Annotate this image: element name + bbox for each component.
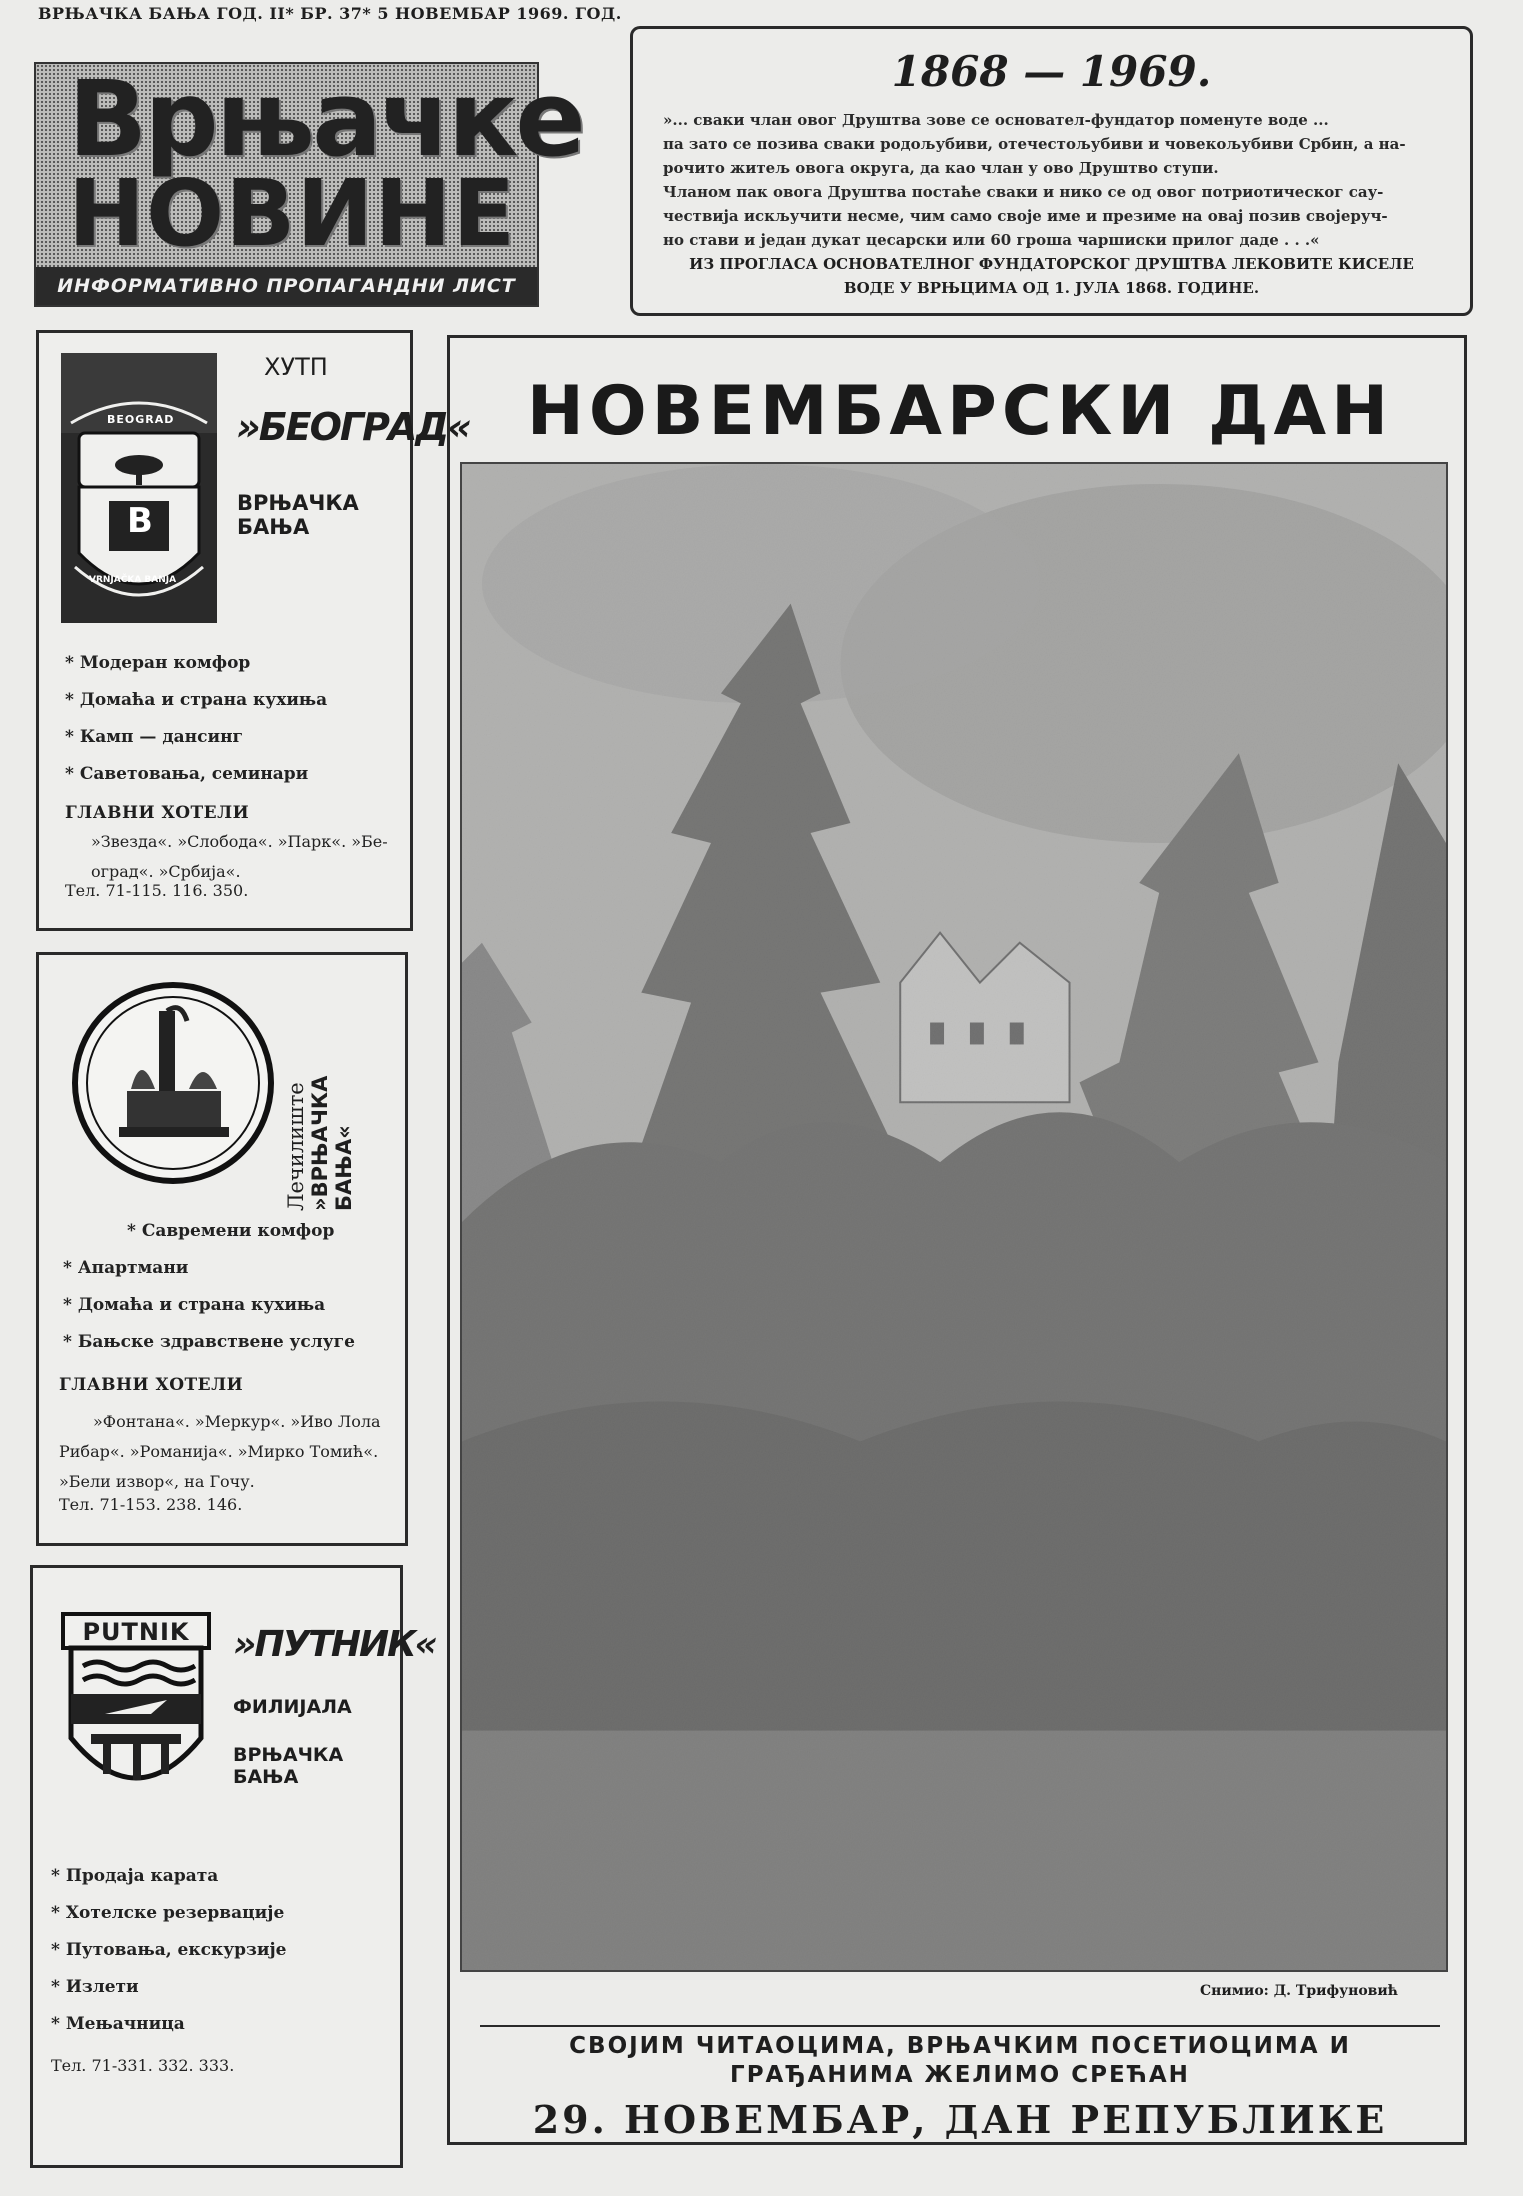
ad-hotels bbox=[59, 1407, 381, 1497]
greeting-line2: ГРАЂАНИМА ЖЕЛИМО СРЕЋАН bbox=[730, 2062, 1190, 2088]
beograd-logo bbox=[61, 353, 217, 623]
hotels-line: Рибар«. »Романија«. »Мирко Томић«. bbox=[59, 1442, 379, 1461]
ad-hotels bbox=[91, 827, 388, 887]
list-item: * Апартмани bbox=[63, 1250, 355, 1287]
list-item: * Домаћа и страна кухиња bbox=[65, 682, 327, 719]
list-item: * Путовања, екскурзије bbox=[51, 1932, 286, 1969]
masthead bbox=[34, 58, 583, 307]
ad-feature-list bbox=[65, 645, 327, 793]
ad-lecILISTE-vrnjacka-banja bbox=[36, 952, 408, 1546]
ad-place-line2: БАЊА bbox=[237, 515, 310, 539]
list-item: * Бањске здравствене услуге bbox=[63, 1324, 355, 1361]
headline: НОВЕМБАРСКИ ДАН bbox=[526, 372, 1394, 451]
divider bbox=[480, 2025, 1440, 2027]
lecILISTE-name-line2: »ВРЊАЧКА bbox=[308, 1075, 332, 1211]
list-item: * Саветовања, семинари bbox=[65, 756, 327, 793]
quote-line: »... сваки члан овог Друштва зове се основател-фундатор поменуте воде ... bbox=[663, 111, 1329, 129]
masthead-subtitle: ИНФОРМАТИВНО ПРОПАГАНДНИ ЛИСТ bbox=[36, 267, 537, 305]
masthead-title-line1: Врњачке bbox=[68, 58, 583, 180]
ad-phone: Тел. 71-115. 116. 350. bbox=[65, 881, 249, 900]
ad-name: »БЕОГРАД« bbox=[236, 405, 470, 449]
list-item: * Камп — дансинг bbox=[65, 719, 327, 756]
quote-line: но стави и један дукат цесарски или 60 гроша чаршиски прилог даде . . .« bbox=[663, 231, 1320, 249]
hotels-line: »Звезда«. »Слобода«. »Парк«. »Бе- bbox=[91, 832, 388, 851]
lecILISTE-name-line1: Лечилиште bbox=[284, 1082, 308, 1211]
quote-source-line2: ВОДЕ У ВРЊЦИМА ОД 1. ЈУЛА 1868. ГОДИНЕ. bbox=[843, 279, 1260, 297]
hotels-line: оград«. »Србија«. bbox=[91, 862, 241, 881]
lecILISTE-name-line3: БАЊА« bbox=[332, 1125, 356, 1211]
quote-text bbox=[663, 108, 1440, 252]
list-item: * Мењачница bbox=[51, 2006, 286, 2043]
list-item: * Домаћа и страна кухиња bbox=[63, 1287, 355, 1324]
hotels-line: »Фонтана«. »Меркур«. »Иво Лола bbox=[93, 1412, 381, 1431]
putnik-logo bbox=[55, 1608, 217, 1808]
lecILISTE-logo bbox=[71, 981, 276, 1186]
list-item: * Излети bbox=[51, 1969, 286, 2006]
putnik-logo-text: PUTNIK bbox=[82, 1618, 190, 1646]
ad-phone: Тел. 71-331. 332. 333. bbox=[51, 2056, 235, 2075]
ad-putnik bbox=[30, 1565, 436, 2168]
trees-villa-photo-image bbox=[462, 464, 1446, 1970]
list-item: * Хотелске резервације bbox=[51, 1895, 286, 1932]
quote-line: Чланом пак овога Друштва постаће сваки и нико се од овог потриотическог сау- bbox=[663, 183, 1384, 201]
ad-feature-list bbox=[51, 1858, 286, 2043]
lecILISTE-vertical-name bbox=[284, 1011, 414, 1211]
photo-credit: Снимио: Д. Трифуновић bbox=[1200, 1983, 1398, 1999]
feature-photo bbox=[460, 462, 1448, 1972]
ad-name: »ПУТНИК« bbox=[233, 1624, 436, 1665]
list-item: * Продаја карата bbox=[51, 1858, 286, 1895]
ad-place-line2: БАЊА bbox=[233, 1766, 299, 1788]
masthead-title-line2: НОВИНЕ bbox=[68, 160, 517, 267]
ad-place-line1: ВРЊАЧКА bbox=[233, 1744, 344, 1766]
quote-line: па зато се позива сваки родољубиви, отечестољубиви и човекољубиви Србин, а на- bbox=[663, 135, 1406, 153]
beograd-logo-top-text: BEOGRAD bbox=[107, 413, 175, 426]
ad-feature-list bbox=[63, 1213, 355, 1361]
ad-org-type: ХУТП bbox=[264, 353, 328, 381]
quote-years: 1868 — 1969. bbox=[891, 47, 1212, 96]
ad-hotels-heading: ГЛАВНИ ХОТЕЛИ bbox=[59, 1375, 244, 1395]
beograd-logo-letter: B bbox=[127, 501, 153, 541]
quote-line: рочито житељ овога округа, да као члан у ово Друштво ступи. bbox=[663, 159, 1219, 177]
greeting-line1: СВОЈИМ ЧИТАОЦИМА, ВРЊАЧКИМ ПОСЕТИОЦИМА И bbox=[569, 2033, 1351, 2059]
issue-line: ВРЊАЧКА БАЊА ГОД. II* БР. 37* 5 НОВЕМБАР 1969. ГОД. bbox=[38, 4, 622, 23]
ad-place-line1: ВРЊАЧКА bbox=[237, 491, 359, 515]
spa-fountain-icon bbox=[71, 981, 276, 1186]
quote-line: чествија искључити несме, чим само своје име и презиме на овај позив својеруч- bbox=[663, 207, 1388, 225]
list-item: * Модеран комфор bbox=[65, 645, 327, 682]
ad-hotels-heading: ГЛАВНИ ХОТЕЛИ bbox=[65, 803, 250, 823]
ad-phone: Тел. 71-153. 238. 146. bbox=[59, 1495, 243, 1514]
quote-source-line1: ИЗ ПРОГЛАСА ОСНОВАТЕЛНОГ ФУНДАТОРСКОГ ДРУШТВА ЛЕКОВИТЕ КИСЕЛЕ bbox=[689, 255, 1414, 273]
hotels-line: »Бели извор«, на Гочу. bbox=[59, 1472, 255, 1491]
historical-quote-box bbox=[630, 26, 1473, 316]
beograd-logo-bottom-text: VRNJAČKA BANJA bbox=[89, 575, 177, 585]
ad-branch: ФИЛИЈАЛА bbox=[233, 1696, 352, 1718]
ad-hutp-beograd bbox=[36, 330, 470, 931]
list-item: * Савремени комфор bbox=[63, 1213, 355, 1250]
republic-day-banner: 29. НОВЕМБАР, ДАН РЕПУБЛИКЕ bbox=[532, 2097, 1388, 2142]
